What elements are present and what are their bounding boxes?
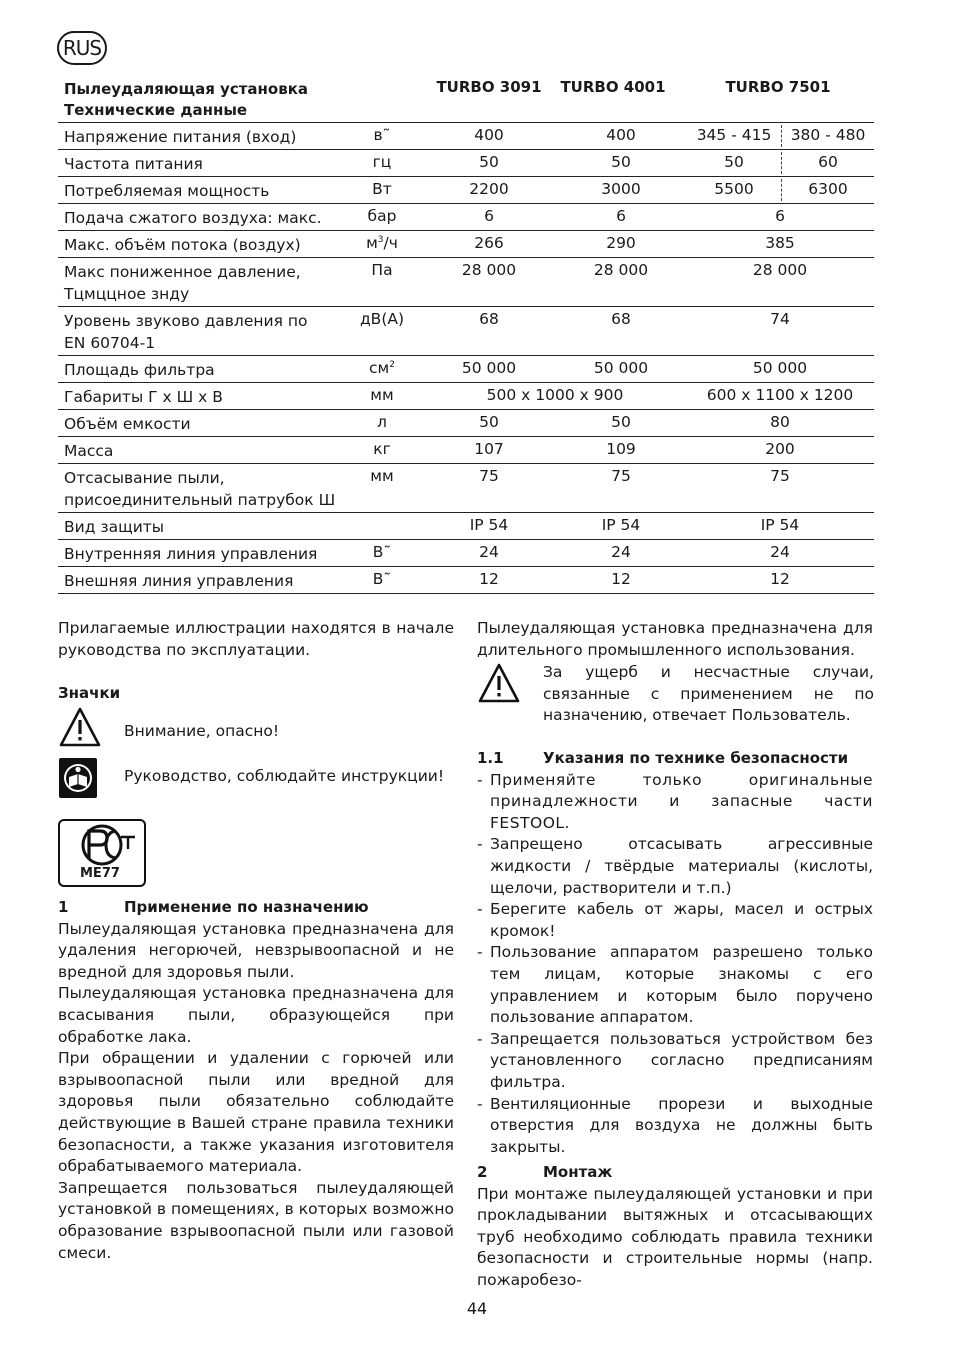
cell-value: IP 54 xyxy=(760,516,800,534)
body-paragraph: Пылеудаляющая установка предназначена для удаления негорючей, невзрывоопасной и не вредной для здоровья пыли. xyxy=(58,919,454,981)
row-label: Внутренняя линия управления xyxy=(64,545,318,563)
unit-tail: /ч xyxy=(383,234,398,252)
manual-symbol-label: Руководство, соблюдайте инструкции! xyxy=(124,767,445,785)
cell-value: 28 000 xyxy=(461,261,517,279)
table-row xyxy=(58,410,874,437)
table-row xyxy=(58,123,874,150)
table-row xyxy=(58,258,874,307)
table-row xyxy=(58,356,874,383)
table-row xyxy=(58,383,874,410)
cell-value: 50 xyxy=(611,153,631,171)
symbols-heading-text: Значки xyxy=(58,684,121,702)
cell-value: 50 000 xyxy=(593,359,649,377)
cell-value: 600 x 1100 x 1200 xyxy=(706,386,854,404)
table-row xyxy=(58,307,874,356)
row-unit: кг xyxy=(373,440,391,458)
list-item: - Запрещено отсасывать агрессивные жидкости / твёрдые материалы (кислоты, щелочи, растворители и т.п.) xyxy=(477,834,873,899)
cell-value: 2200 xyxy=(469,180,509,198)
unit-base: м xyxy=(366,234,378,252)
section-title: Применение по назначению xyxy=(124,898,369,916)
row-label-line2: присоединительный патрубок Ш xyxy=(64,491,336,509)
symbols-heading xyxy=(58,683,454,705)
list-item-text: Запрещается пользоваться устройством без установленного согласно предписаниям фильтра. xyxy=(490,1029,873,1091)
row-label: Частота питания xyxy=(64,155,203,173)
row-label: Внешняя линия управления xyxy=(64,572,294,590)
row-label-line1: Уровень звуково давления по xyxy=(64,312,308,330)
body-paragraph: При монтаже пылеудаляющей установки и при прокладывании вытяжных и отсасывающих труб необходимо соблюдать правила техники безопасности и строительные нормы (напр. пожаробезо- xyxy=(477,1184,873,1289)
table-row xyxy=(58,464,874,513)
specs-table xyxy=(58,76,874,594)
section-number: 2 xyxy=(477,1163,488,1181)
row-unit xyxy=(358,359,406,377)
warning-triangle-icon xyxy=(477,662,521,704)
row-unit: дВ(А) xyxy=(359,310,405,328)
cell-value: 60 xyxy=(818,153,838,171)
manual-symbol-row xyxy=(58,757,445,803)
left-intro xyxy=(58,618,454,661)
cell-value: 385 xyxy=(765,234,795,252)
certification-mark xyxy=(58,819,146,891)
cell-value: 5500 xyxy=(714,180,754,198)
cell-value: 109 xyxy=(606,440,636,458)
row-label: Объём емкости xyxy=(64,415,191,433)
row-label-line1: Отсасывание пыли, xyxy=(64,469,225,487)
cell-value: 290 xyxy=(606,234,636,252)
row-label-line2: Тцмццное знду xyxy=(64,285,190,303)
row-unit: мм xyxy=(370,386,394,404)
section-1-1 xyxy=(477,748,873,1158)
table-header xyxy=(58,76,874,123)
cell-value: 107 xyxy=(474,440,504,458)
cell-value: 400 xyxy=(606,126,636,144)
cell-value: 74 xyxy=(770,310,790,328)
cell-value: 6 xyxy=(484,207,494,225)
body-paragraph: Запрещается пользоваться пылеудаляющей установкой в помещениях, в которых возможно образование взрывоопасной пыли или газовой смеси. xyxy=(58,1178,454,1262)
cell-value: 12 xyxy=(770,570,790,588)
cell-value: 6300 xyxy=(808,180,848,198)
table-row xyxy=(58,540,874,567)
row-unit: л xyxy=(377,413,387,431)
language-badge xyxy=(57,31,107,65)
liability-warning xyxy=(477,662,521,708)
row-unit: Вт xyxy=(372,180,392,198)
section-1 xyxy=(58,897,454,1264)
list-item-text: Берегите кабель от жары, масел и острых кромок! xyxy=(490,900,873,940)
table-title: Пылеудаляющая установка xyxy=(64,80,308,98)
table-row xyxy=(58,231,874,258)
cell-value: 24 xyxy=(770,543,790,561)
cell-value: 50 xyxy=(724,153,744,171)
row-unit: в˜ xyxy=(373,126,391,144)
cell-value: 50 xyxy=(479,153,499,171)
cell-value: 24 xyxy=(611,543,631,561)
cell-value: 345 - 415 xyxy=(696,126,772,144)
list-item-text: Вентиляционные прорези и выходные отверстия для воздуха не должны быть закрыты. xyxy=(490,1094,873,1156)
row-unit: бар xyxy=(367,207,397,225)
read-manual-icon xyxy=(58,757,98,799)
table-row xyxy=(58,567,874,594)
row-label xyxy=(64,310,307,354)
list-item: - Запрещается пользоваться устройством без установленного согласно предписаниям фильтра. xyxy=(477,1029,873,1094)
row-unit: Па xyxy=(371,261,393,279)
table-row xyxy=(58,437,874,464)
table-row xyxy=(58,204,874,231)
row-label: Макс. объём потока (воздух) xyxy=(64,236,301,254)
cell-value: 6 xyxy=(616,207,626,225)
section-number: 1 xyxy=(58,898,69,916)
row-label xyxy=(64,467,335,511)
cell-value: IP 54 xyxy=(469,516,509,534)
liability-note xyxy=(543,662,874,727)
warning-triangle-icon xyxy=(58,706,102,748)
section-title: Указания по технике безопасности xyxy=(543,749,849,767)
cell-value: 75 xyxy=(611,467,631,485)
section-1-heading xyxy=(58,897,454,919)
list-item-text: Пользование аппаратом разрешено только тем лицам, которые знакомы с его управлением и которым было поручено пользование аппаратом. xyxy=(490,943,873,1027)
row-label-line2: EN 60704-1 xyxy=(64,334,156,352)
cell-value: IP 54 xyxy=(601,516,641,534)
section-number: 1.1 xyxy=(477,749,504,767)
list-item: - Вентиляционные прорези и выходные отверстия для воздуха не должны быть закрыты. xyxy=(477,1094,873,1159)
language-label: RUS xyxy=(62,36,102,60)
row-label xyxy=(64,261,301,305)
page-number: 44 xyxy=(466,1299,488,1318)
row-label: Потребляемая мощность xyxy=(64,182,270,200)
row-unit xyxy=(358,234,406,252)
cell-value: 200 xyxy=(765,440,795,458)
cell-value: 12 xyxy=(611,570,631,588)
list-item-text: Запрещено отсасывать агрессивные жидкости / твёрдые материалы (кислоты, щелочи, растворители и т.п.) xyxy=(490,835,873,897)
cell-value: 28 000 xyxy=(752,261,808,279)
model-turbo-4001: TURBO 4001 xyxy=(560,78,666,96)
section-title: Монтаж xyxy=(543,1163,613,1181)
cell-value: 75 xyxy=(479,467,499,485)
row-unit: гц xyxy=(372,153,392,171)
cell-value: 266 xyxy=(474,234,504,252)
cell-value: 400 xyxy=(474,126,504,144)
list-item: - Берегите кабель от жары, масел и острых кромок! xyxy=(477,899,873,942)
table-row xyxy=(58,177,874,204)
model-turbo-3091: TURBO 3091 xyxy=(436,78,542,96)
warning-symbol-label: Внимание, опасно! xyxy=(124,722,280,740)
cert-mark-code: МЕ77 xyxy=(80,866,120,881)
section-1-1-heading xyxy=(477,748,873,770)
right-intro xyxy=(477,618,873,661)
cell-value: 50 000 xyxy=(752,359,808,377)
cell-value: 80 xyxy=(770,413,790,431)
table-row xyxy=(58,513,874,540)
row-unit: В˜ xyxy=(372,570,392,588)
cell-value: 50 xyxy=(611,413,631,431)
row-label: Площадь фильтра xyxy=(64,361,215,379)
unit-superscript: 3 xyxy=(377,234,384,245)
cell-value: 75 xyxy=(770,467,790,485)
cell-value: 68 xyxy=(479,310,499,328)
table-row xyxy=(58,150,874,177)
unit-superscript: 2 xyxy=(389,359,395,370)
section-2-heading xyxy=(477,1162,873,1184)
cell-value: 50 000 xyxy=(461,359,517,377)
cell-value: 24 xyxy=(479,543,499,561)
row-label: Габариты Г x Ш x В xyxy=(64,388,223,406)
row-unit: мм xyxy=(370,467,394,485)
row-label-line1: Макс пониженное давление, xyxy=(64,263,301,281)
liability-text: За ущерб и несчастные случаи, связанные с применением не по назначению, отвечает Пользователь. xyxy=(543,663,874,725)
list-item: - Пользование аппаратом разрешено только тем лицам, которые знакомы с его управлением и которым было поручено пользование аппаратом. xyxy=(477,942,873,1028)
section-2 xyxy=(477,1162,873,1292)
row-label: Вид защиты xyxy=(64,518,165,536)
list-item: - Применяйте только оригинальные принадлежности и запасные части FESTOOL. xyxy=(477,770,873,835)
cell-value: 3000 xyxy=(601,180,641,198)
model-turbo-7501: TURBO 7501 xyxy=(725,78,831,96)
intro-paragraph: Прилагаемые иллюстрации находятся в начале руководства по эксплуатации. xyxy=(58,619,454,659)
table-subtitle: Технические данные xyxy=(64,101,248,119)
body-paragraph: Пылеудаляющая установка предназначена для длительного промышленного использования. xyxy=(477,619,873,659)
row-label: Напряжение питания (вход) xyxy=(64,128,297,146)
body-paragraph: Пылеудаляющая установка предназначена для всасывания пыли, образующейся при обработке лака. xyxy=(58,984,454,1046)
row-label: Подача сжатого воздуха: макс. xyxy=(64,209,322,227)
cell-value: 6 xyxy=(775,207,785,225)
cell-value: 380 - 480 xyxy=(790,126,866,144)
row-unit: В˜ xyxy=(372,543,392,561)
cell-value: 50 xyxy=(479,413,499,431)
cell-value: 500 x 1000 x 900 xyxy=(486,386,624,404)
body-paragraph: При обращении и удалении с горючей или взрывоопасной пыли или вредной для здоровья пыли обязательно соблюдайте действующие в Вашей стране правила техники безопасности, а также указания изготовителя обрабатываемого материала. xyxy=(58,1049,454,1176)
list-item-text: Применяйте только оригинальные принадлежности и запасные части FESTOOL. xyxy=(490,770,873,832)
row-label: Масса xyxy=(64,442,114,460)
cell-value: 12 xyxy=(479,570,499,588)
cell-value: 68 xyxy=(611,310,631,328)
cell-value: 28 000 xyxy=(593,261,649,279)
unit-base: см xyxy=(369,359,390,377)
warning-symbol-row xyxy=(58,706,280,752)
